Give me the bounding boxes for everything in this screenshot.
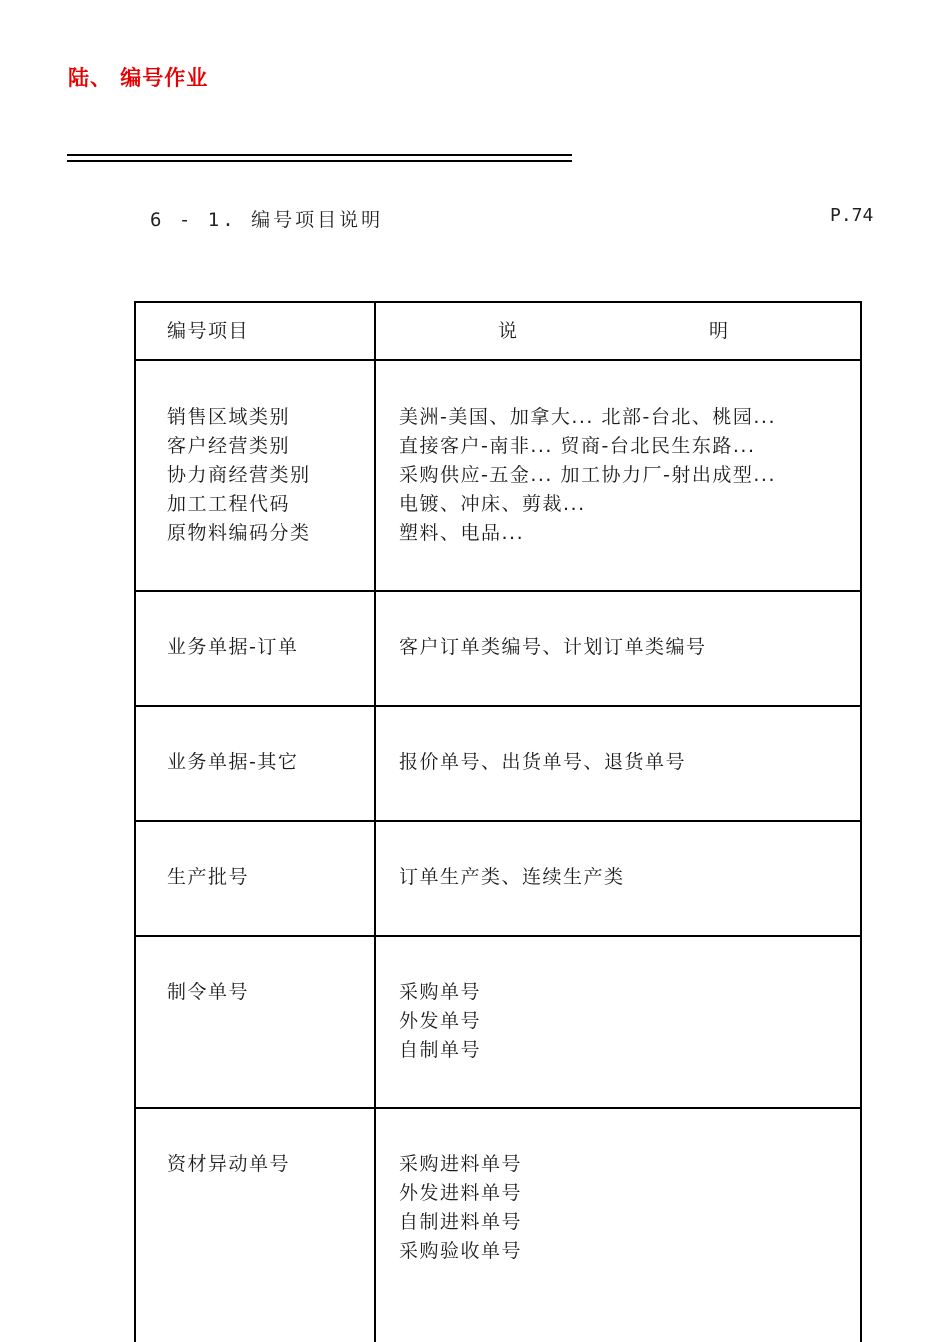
item-description: 电镀、冲床、剪裁...	[399, 493, 586, 515]
page-number: P.74	[830, 205, 874, 226]
item-description: 直接客户-南非... 贸商-台北民生东路...	[399, 435, 756, 457]
item-description: 自制进料单号	[399, 1211, 523, 1233]
chapter-heading: 陆、 编号作业	[68, 66, 209, 90]
item-name: 资材异动单号	[167, 1153, 291, 1175]
header-bottom-border	[134, 359, 862, 361]
header-item-column: 编号项目	[167, 320, 250, 342]
item-name: 原物料编码分类	[167, 522, 311, 544]
item-description: 采购供应-五金... 加工协力厂-射出成型...	[399, 464, 776, 486]
row-divider	[134, 935, 862, 937]
row-divider	[134, 820, 862, 822]
header-desc-column-b: 明	[709, 320, 730, 342]
item-description: 采购验收单号	[399, 1240, 523, 1262]
item-description: 外发单号	[399, 1010, 482, 1032]
item-name: 协力商经营类别	[167, 464, 311, 486]
item-name: 客户经营类别	[167, 435, 291, 457]
item-name: 业务单据-订单	[167, 636, 299, 658]
item-description: 采购单号	[399, 981, 482, 1003]
item-description: 外发进料单号	[399, 1182, 523, 1204]
item-name: 生产批号	[167, 866, 250, 888]
item-description: 报价单号、出货单号、退货单号	[399, 751, 687, 773]
row-divider	[134, 1107, 862, 1109]
item-description: 塑料、电品...	[399, 522, 525, 544]
item-name: 业务单据-其它	[167, 751, 299, 773]
row-divider	[134, 705, 862, 707]
item-name: 制令单号	[167, 981, 250, 1003]
header-desc-column-a: 说	[498, 320, 519, 342]
item-description: 采购进料单号	[399, 1153, 523, 1175]
item-description: 自制单号	[399, 1039, 482, 1061]
row-divider	[134, 590, 862, 592]
item-description: 订单生产类、连续生产类	[399, 866, 625, 888]
item-name: 销售区域类别	[167, 406, 291, 428]
item-name: 加工工程代码	[167, 493, 291, 515]
section-title: 6 - 1. 编号项目说明	[150, 209, 384, 231]
numbering-table	[134, 301, 862, 1342]
item-description: 美洲-美国、加拿大... 北部-台北、桃园...	[399, 406, 776, 428]
item-description: 客户订单类编号、计划订单类编号	[399, 636, 707, 658]
table-top-border	[134, 301, 862, 303]
double-rule-bottom	[67, 160, 572, 162]
double-rule-top	[67, 154, 572, 156]
